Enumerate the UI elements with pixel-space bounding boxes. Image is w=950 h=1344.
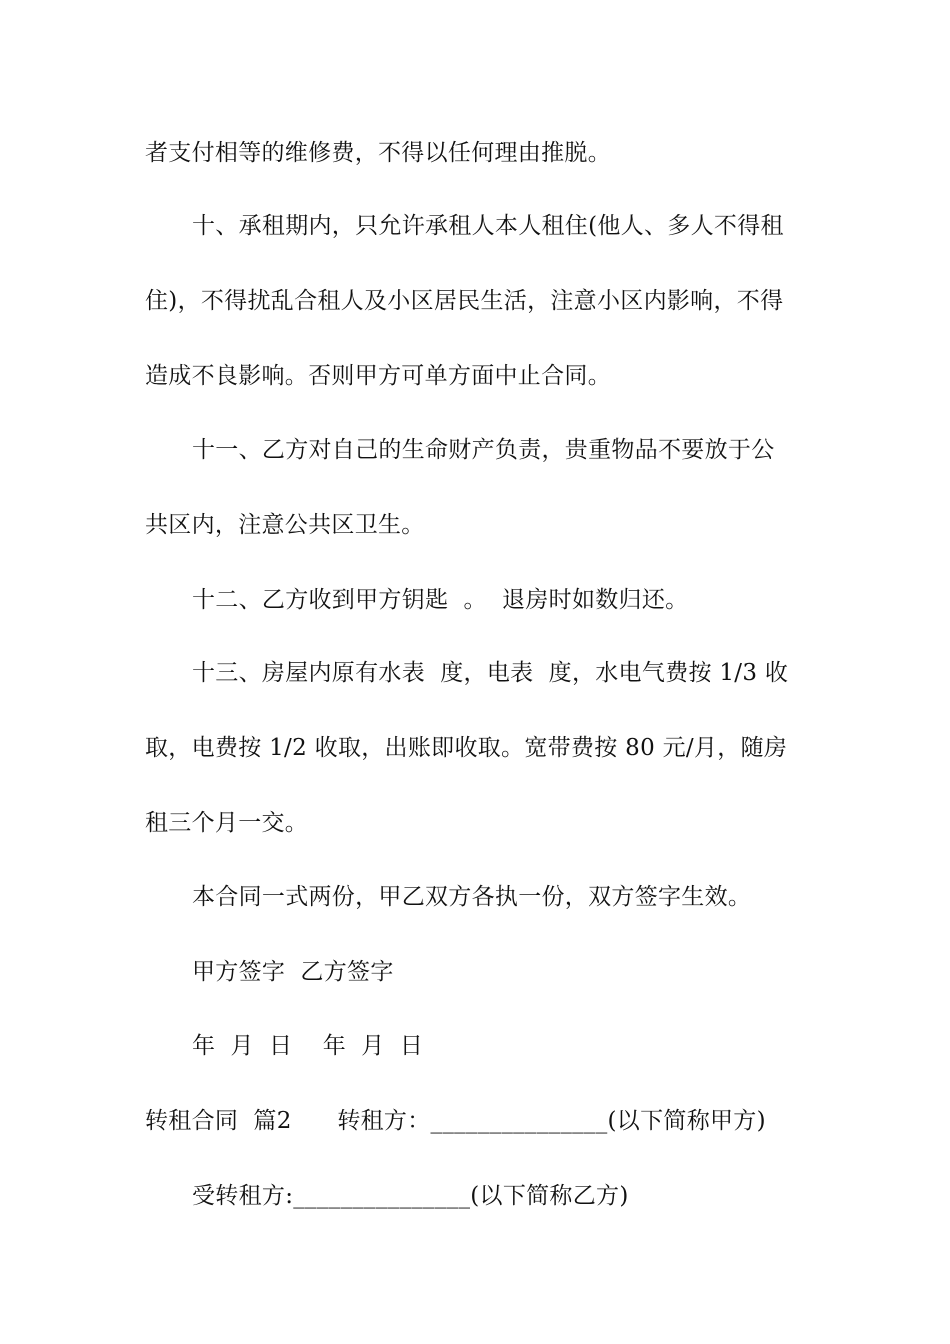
clause-13-line-2: 取，电费按 1/2 收取，出账即收取。宽带费按 80 元/月，随房 [145, 735, 788, 761]
clause-13-line-1: 十三、房屋内原有水表 度，电表 度，水电气费按 1/3 收 [192, 660, 789, 686]
date-fields: 年 月 日 年 月 日 [192, 1033, 424, 1059]
clause-10-line-2: 住)，不得扰乱合租人及小区居民生活，注意小区内影响，不得 [145, 288, 784, 314]
signature-labels: 甲方签字 乙方签字 [192, 959, 394, 985]
sublessee-line: 受转租方:_______________(以下简称乙方) [192, 1183, 629, 1209]
section-heading-sublease-2: 转租合同 篇2 转租方：_______________(以下简称甲方) [145, 1108, 766, 1134]
clause-10-line-3: 造成不良影响。否则甲方可单方面中止合同。 [145, 363, 611, 389]
clause-10-line-1: 十、承租期内，只允许承租人本人租住(他人、多人不得租 [192, 213, 784, 239]
clause-12-line: 十二、乙方收到甲方钥匙 。 退房时如数归还。 [192, 587, 689, 613]
copies-clause: 本合同一式两份，甲乙双方各执一份，双方签字生效。 [192, 884, 752, 910]
paragraph-line: 者支付相等的维修费，不得以任何理由推脱。 [145, 140, 611, 166]
clause-11-line-1: 十一、乙方对自己的生命财产负责，贵重物品不要放于公 [192, 437, 775, 463]
clause-13-line-3: 租三个月一交。 [145, 810, 309, 836]
clause-11-line-2: 共区内，注意公共区卫生。 [145, 512, 425, 538]
